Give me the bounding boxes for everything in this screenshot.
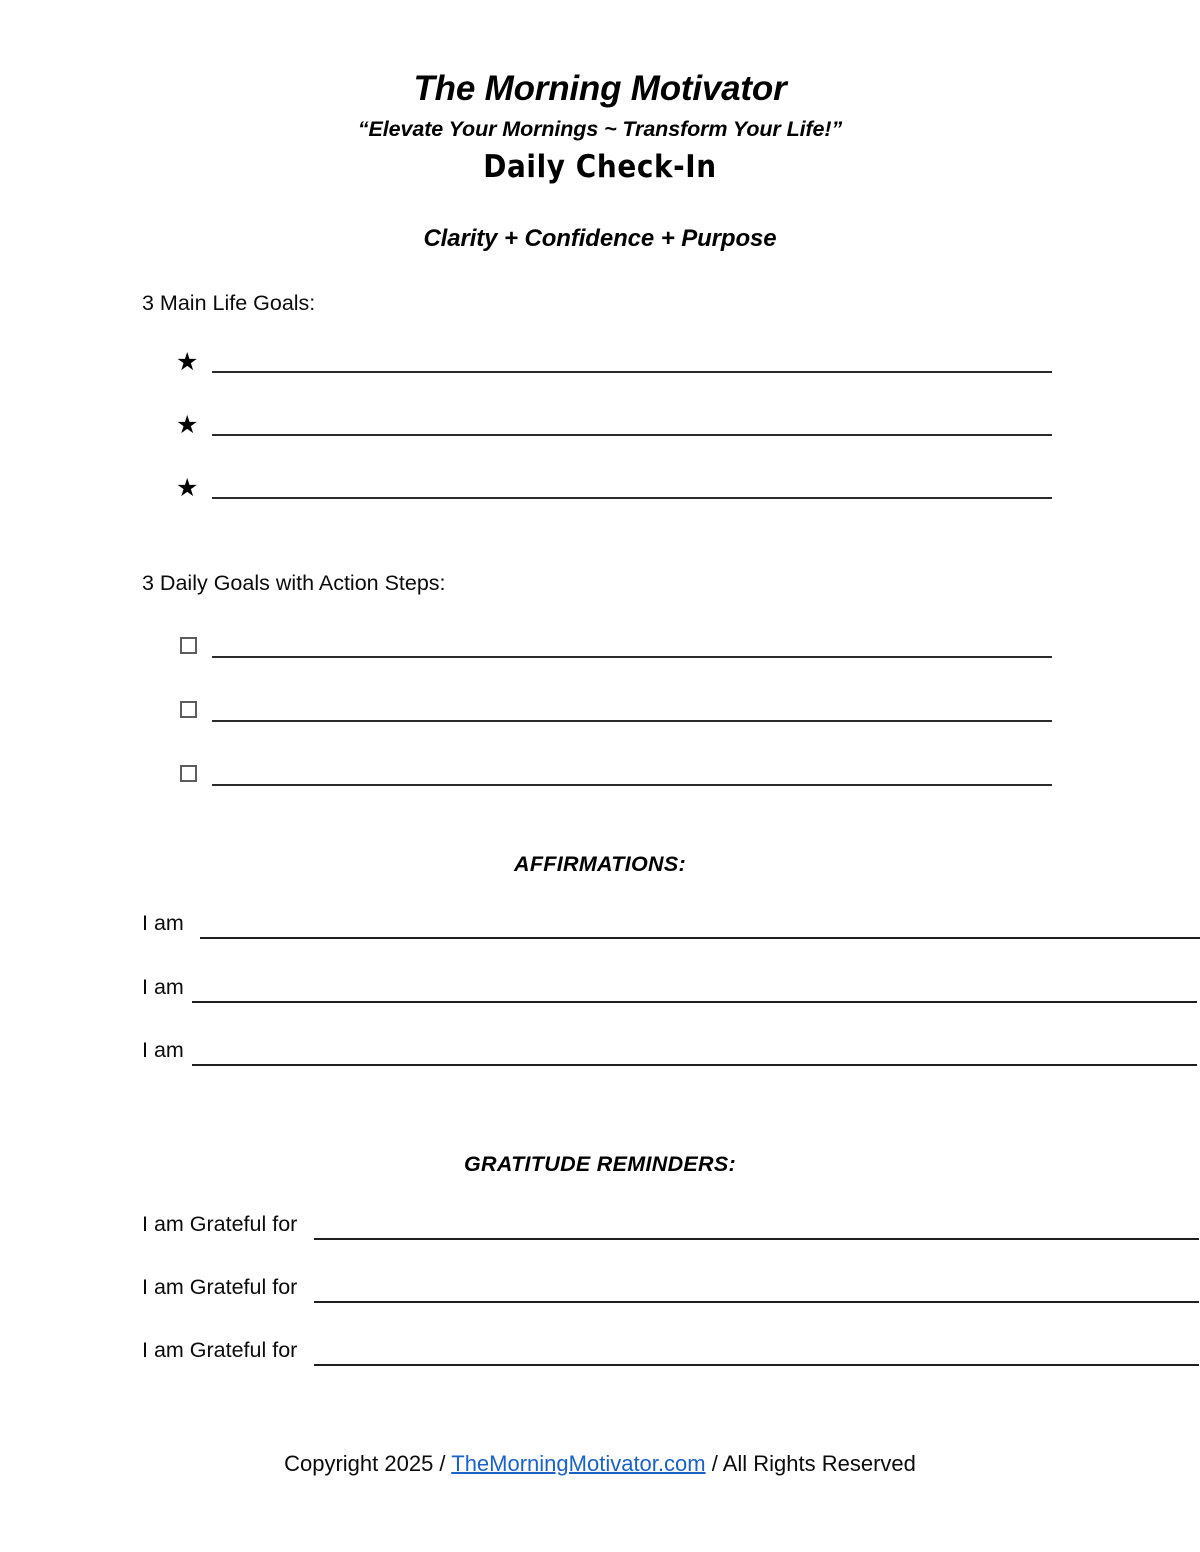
document-motto: Clarity + Confidence + Purpose bbox=[423, 225, 777, 252]
gratitude-input-2[interactable] bbox=[314, 1301, 1199, 1303]
daily-goal-input-3[interactable] bbox=[212, 784, 1052, 786]
gratitude-row[interactable] bbox=[142, 1212, 1057, 1246]
website-link[interactable]: TheMorningMotivator.com bbox=[451, 1451, 706, 1476]
life-goal-input-2[interactable] bbox=[212, 434, 1052, 436]
affirmation-row[interactable] bbox=[142, 911, 1057, 945]
gratitude-prefix: I am Grateful for bbox=[142, 1338, 298, 1362]
star-icon: ★ bbox=[176, 410, 199, 439]
checkbox-icon[interactable] bbox=[180, 637, 197, 654]
gratitude-prefix: I am Grateful for bbox=[142, 1212, 298, 1236]
gratitude-input-3[interactable] bbox=[314, 1364, 1199, 1366]
daily-goal-row[interactable] bbox=[142, 698, 1062, 738]
life-goal-row[interactable] bbox=[142, 412, 1062, 452]
life-goal-input-1[interactable] bbox=[212, 371, 1052, 373]
gratitude-input-1[interactable] bbox=[314, 1238, 1199, 1240]
checkbox-icon[interactable] bbox=[180, 765, 197, 782]
gratitude-row[interactable] bbox=[142, 1338, 1057, 1372]
life-goal-row[interactable] bbox=[142, 475, 1062, 515]
life-goal-row[interactable] bbox=[142, 349, 1062, 389]
star-icon: ★ bbox=[176, 473, 199, 502]
affirmation-input-3[interactable] bbox=[192, 1064, 1197, 1066]
star-icon: ★ bbox=[176, 347, 199, 376]
affirmation-input-1[interactable] bbox=[200, 937, 1200, 939]
document-subtitle: Daily Check-In bbox=[483, 149, 717, 185]
gratitude-heading: GRATITUDE REMINDERS: bbox=[464, 1152, 736, 1176]
life-goals-label: 3 Main Life Goals: bbox=[142, 291, 316, 315]
affirmation-prefix: I am bbox=[142, 911, 190, 935]
footer bbox=[0, 1451, 1200, 1477]
affirmation-input-2[interactable] bbox=[192, 1001, 1197, 1003]
affirmation-prefix: I am bbox=[142, 1038, 184, 1062]
document-tagline: “Elevate Your Mornings ~ Transform Your Life!” bbox=[357, 117, 843, 141]
affirmations-heading: AFFIRMATIONS: bbox=[514, 852, 686, 876]
footer-rights-suffix: / All Rights Reserved bbox=[705, 1451, 916, 1476]
daily-goal-input-2[interactable] bbox=[212, 720, 1052, 722]
gratitude-prefix: I am Grateful for bbox=[142, 1275, 298, 1299]
daily-goal-row[interactable] bbox=[142, 762, 1062, 802]
daily-goals-label: 3 Daily Goals with Action Steps: bbox=[142, 571, 446, 595]
document-title: The Morning Motivator bbox=[413, 69, 787, 108]
daily-goal-row[interactable] bbox=[142, 634, 1062, 674]
affirmation-prefix: I am bbox=[142, 975, 184, 999]
affirmation-row[interactable] bbox=[142, 1038, 1057, 1072]
gratitude-row[interactable] bbox=[142, 1275, 1057, 1309]
life-goal-input-3[interactable] bbox=[212, 497, 1052, 499]
footer-copyright-prefix: Copyright 2025 / bbox=[284, 1451, 452, 1476]
affirmation-row[interactable] bbox=[142, 975, 1057, 1009]
checkbox-icon[interactable] bbox=[180, 701, 197, 718]
daily-goal-input-1[interactable] bbox=[212, 656, 1052, 658]
